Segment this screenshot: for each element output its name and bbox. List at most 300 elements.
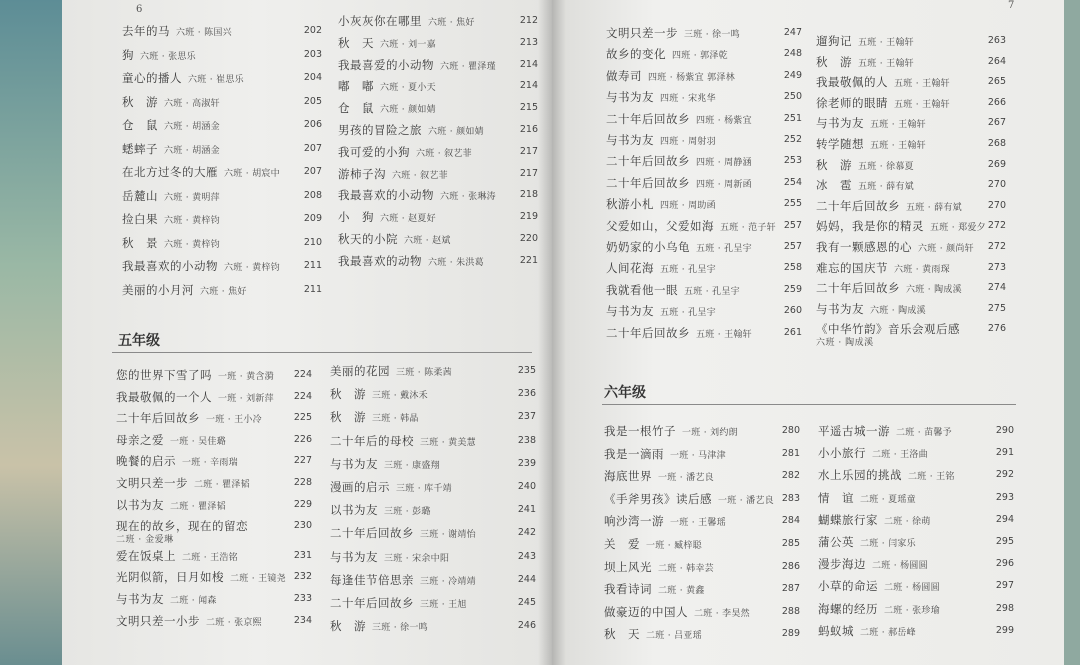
toc-entry-title-text: 水上乐园的挑战: [818, 468, 902, 483]
toc-entry: [606, 88, 802, 106]
toc-entry-title: [606, 302, 716, 322]
toc-entry-page-number: 280: [781, 425, 800, 436]
toc-entry-title: [338, 34, 436, 54]
toc-entry-author: 一班 · 刘约朗: [682, 428, 738, 438]
toc-entry-title-text: 与书为友: [606, 133, 654, 147]
toc-entry-title-text: 徐老师的眼睛: [816, 95, 888, 110]
toc-entry-title-text: 秋 游: [330, 619, 366, 634]
toc-entry: [330, 408, 536, 426]
toc-entry-page-number: 257: [783, 219, 802, 231]
toc-entry-title-text: 小小旅行: [818, 446, 866, 461]
toc-entry-title: [818, 533, 916, 553]
toc-entry-author: 二班 · 黄鑫: [658, 586, 705, 597]
toc-entry-page-number: 297: [995, 580, 1014, 592]
toc-entry-author: 六班 · 黄梓钧: [164, 239, 220, 250]
toc-entry-author: 六班 · 胡宸中: [224, 169, 280, 179]
section-divider-grade5: [112, 352, 532, 353]
toc-entry-page-number: 244: [517, 573, 536, 585]
toc-entry-page-number: 243: [517, 550, 536, 562]
toc-entry-title-text: 妈妈，我是你的精灵: [816, 219, 924, 234]
toc-entry-author: 四班 · 杨紫宜: [696, 115, 752, 126]
toc-entry-author: 四班 · 周射羽: [660, 137, 716, 147]
toc-entry: [330, 362, 536, 380]
toc-entry-title-text: 我最喜欢的动物: [338, 253, 422, 268]
toc-entry-title-text: 我最喜爱的小动物: [338, 57, 434, 72]
toc-entry-title: [816, 114, 926, 134]
toc-entry-title: [122, 93, 220, 113]
toc-entry-title-text: 晚餐的启示: [116, 454, 176, 469]
toc-entry-page-number: 283: [781, 492, 800, 504]
toc-entry-title-text: 关 爱: [604, 537, 640, 551]
toc-entry-page-number: 230: [293, 520, 312, 532]
toc-entry: [338, 12, 538, 30]
toc-entry-title: [116, 517, 248, 546]
toc-entry-title: [606, 24, 740, 44]
toc-entry-title-text: 岳麓山: [122, 188, 158, 203]
toc-entry-page-number: 240: [517, 481, 536, 492]
toc-entry: [604, 445, 800, 463]
toc-entry-title: [338, 99, 436, 119]
toc-entry-title-text: 小 狗: [338, 210, 374, 225]
toc-entry-title-text: 仓 鼠: [338, 101, 374, 116]
toc-entry-title: [606, 152, 752, 172]
toc-entry-author: 六班 · 崔思乐: [188, 75, 244, 85]
toc-entry-author: 三班 · 徐一鸣: [684, 30, 740, 40]
toc-entry-title: [330, 455, 440, 475]
toc-entry-page-number: 284: [781, 515, 800, 527]
toc-entry: [818, 511, 1014, 529]
toc-entry-title-text: 蒲公英: [818, 535, 854, 549]
toc-entry: [330, 594, 536, 612]
toc-entry: [606, 259, 802, 277]
toc-entry-page-number: 270: [987, 199, 1006, 211]
toc-entry: [116, 452, 312, 470]
toc-entry-page-number: 236: [517, 388, 536, 400]
toc-entry-title-text: 二十年后回故乡: [116, 411, 200, 426]
toc-entry: [116, 547, 312, 565]
toc-entry-title: [606, 88, 716, 108]
toc-entry-author: 二班 · 闫家乐: [860, 539, 916, 549]
toc-entry: [116, 366, 312, 384]
toc-entry-title-text: 二十年后回故乡: [330, 526, 414, 541]
toc-entry-author: 二班 · 吕亚瑶: [646, 631, 702, 642]
toc-entry-page-number: 266: [987, 96, 1006, 108]
toc-entry-title-text: 秋 游: [816, 54, 852, 69]
toc-entry-author: 三班 · 王旭: [420, 600, 467, 610]
toc-entry-title-text: 海螺的经历: [818, 601, 878, 616]
toc-entry-title: [338, 230, 451, 250]
toc-entry-title: [122, 187, 220, 207]
toc-entry-title: [122, 46, 196, 66]
toc-entry: [116, 409, 312, 427]
toc-entry-title: [122, 140, 220, 160]
toc-entry-title-text: 冰 雹: [816, 178, 852, 193]
toc-entry-title: [338, 186, 496, 206]
toc-entry: [338, 230, 538, 248]
toc-entry-title: [330, 501, 431, 521]
toc-entry-page-number: 220: [519, 233, 538, 244]
toc-entry-title-text: 秋 游: [330, 410, 366, 425]
toc-entry: [338, 99, 538, 117]
toc-entry-page-number: 248: [783, 48, 802, 60]
toc-entry-page-number: 214: [519, 58, 538, 70]
toc-entry-title: [116, 474, 250, 494]
toc-entry-page-number: 245: [517, 597, 536, 608]
toc-entry-title-text: 我最敬佩的一个人: [116, 389, 212, 404]
toc-entry-page-number: 253: [783, 155, 802, 167]
toc-entry-page-number: 294: [995, 513, 1014, 525]
toc-entry-author: 一班 · 黄含漪: [218, 372, 274, 382]
toc-entry-author: 三班 · 黄美慧: [420, 437, 476, 448]
toc-entry: [116, 496, 312, 514]
toc-entry-page-number: 293: [995, 491, 1014, 503]
toc-entry: [116, 568, 312, 586]
toc-entry-page-number: 296: [995, 558, 1014, 570]
toc-entry-title-text: 母亲之爱: [116, 432, 164, 447]
toc-entry: [606, 24, 802, 42]
toc-entry-page-number: 217: [519, 167, 538, 179]
section-title-grade5: 五年级: [118, 333, 160, 349]
toc-entry-title-text: 秋天的小院: [338, 232, 398, 246]
toc-entry-page-number: 216: [519, 124, 538, 135]
toc-entry-title: [818, 555, 928, 575]
toc-entry-title-text: 做寿司: [606, 68, 642, 83]
toc-entry-page-number: 202: [303, 25, 322, 36]
toc-entry-title: [604, 603, 750, 623]
toc-entry-title-text: 《手斧男孩》读后感: [604, 491, 712, 506]
toc-entry-title-text: 仓 鼠: [122, 118, 158, 132]
toc-entry-author: 六班 · 黄梓钧: [164, 216, 220, 226]
toc-entry-page-number: 225: [293, 412, 312, 424]
toc-entry-author: 六班 · 胡涵金: [164, 122, 220, 132]
toc-entry-title: [330, 478, 452, 498]
toc-entry-title-text: 男孩的冒险之旅: [338, 123, 422, 137]
toc-entry-page-number: 227: [293, 455, 312, 467]
toc-entry: [818, 533, 1014, 551]
toc-entry-page-number: 249: [783, 69, 802, 81]
toc-entry-title-text: 难忘的国庆节: [816, 260, 888, 275]
toc-entry-title-text: 与书为友: [606, 90, 654, 105]
toc-entry-author: 五班 · 郑爱夕: [930, 223, 986, 234]
toc-entry-author: 二班 · 金爱琳: [116, 535, 174, 546]
toc-entry: [604, 580, 800, 598]
toc-entry-title-text: 秋 游: [330, 387, 366, 402]
toc-entry-page-number: 282: [781, 470, 800, 482]
toc-entry-title-text: 光阴似箭，日月如梭: [116, 570, 224, 585]
toc-entry-author: 五班 · 王翰轩: [858, 58, 914, 69]
toc-entry: [604, 512, 800, 530]
toc-entry-author: 二班 · 张珍瑜: [884, 605, 940, 616]
toc-entry: [606, 217, 802, 235]
toc-entry-title-text: 与书为友: [330, 456, 378, 471]
toc-entry: [816, 176, 1006, 194]
toc-entry-title-text: 我是一滴雨: [604, 446, 664, 461]
toc-entry-title: [604, 512, 726, 532]
toc-entry: [604, 558, 800, 576]
toc-entry-title: [338, 56, 496, 76]
toc-entry-title: [604, 580, 705, 600]
toc-entry-page-number: 274: [987, 282, 1006, 294]
toc-entry-page-number: 272: [987, 241, 1006, 252]
toc-entry: [122, 163, 322, 181]
toc-entry-title: [816, 279, 962, 299]
toc-entry-author: 二班 · 徐萌: [884, 516, 931, 527]
toc-entry-author: 一班 · 王小冷: [206, 415, 262, 426]
toc-entry-title-text: 响沙湾一游: [604, 514, 664, 529]
toc-entry-title-text: 海底世界: [604, 469, 652, 484]
toc-entry-page-number: 219: [519, 211, 538, 223]
toc-entry-page-number: 292: [995, 469, 1014, 481]
toc-entry: [606, 281, 802, 299]
toc-entry-title: [116, 612, 262, 632]
toc-entry: [330, 432, 536, 450]
toc-entry-author: 五班 · 王翰轩: [894, 79, 950, 90]
toc-entry-author: 六班 · 焦好: [428, 18, 475, 28]
toc-entry-page-number: 205: [303, 95, 322, 107]
toc-entry: [338, 34, 538, 52]
toc-entry-author: 一班 · 辛雨瑞: [182, 458, 238, 469]
toc-entry-author: 六班 · 黄梓钧: [224, 263, 280, 273]
toc-entry-page-number: 287: [781, 583, 800, 595]
toc-entry-title: [330, 524, 476, 544]
toc-entry-title-text: 我看诗词: [604, 582, 652, 597]
toc-entry-author: 三班 · 谢靖怡: [420, 530, 476, 541]
toc-entry-author: 六班 · 叙艺菲: [416, 148, 472, 159]
toc-entry-author: 一班 · 王馨瑶: [670, 518, 726, 529]
toc-entry-page-number: 207: [303, 142, 322, 154]
toc-entry-author: 三班 · 宋余中阳: [384, 553, 450, 564]
toc-entry-author: 一班 · 刘新萍: [218, 393, 274, 404]
toc-entry: [816, 217, 1006, 235]
toc-entry: [338, 143, 538, 161]
toc-entry-author: 四班 · 郭泽乾: [672, 51, 728, 62]
toc-entry-title: [606, 67, 735, 87]
toc-entry: [330, 501, 536, 519]
toc-entry-title: [122, 281, 247, 301]
toc-entry-title-text: 秋 景: [122, 235, 158, 250]
toc-entry-title: [604, 535, 702, 555]
toc-entry-title: [606, 131, 716, 151]
toc-entry-title: [816, 73, 950, 93]
toc-entry: [116, 388, 312, 406]
toc-entry: [122, 69, 322, 87]
toc-entry-title: [816, 197, 962, 217]
toc-entry-title: [818, 422, 952, 442]
toc-entry-author: 五班 · 薛有斌: [906, 202, 962, 213]
toc-entry: [116, 474, 312, 492]
toc-entry-title-text: 二十年后回故乡: [606, 175, 690, 190]
toc-entry-title: [338, 143, 472, 163]
toc-entry: [816, 279, 1006, 297]
toc-entry: [606, 45, 802, 63]
toc-entry-page-number: 241: [517, 504, 536, 516]
toc-entry-page-number: 291: [995, 447, 1014, 459]
toc-entry-title: [116, 547, 238, 567]
toc-entry-page-number: 251: [783, 112, 802, 124]
toc-entry-title: [604, 490, 774, 510]
toc-entry-title: [116, 496, 226, 516]
toc-entry-title-text: 捡白果: [122, 212, 158, 226]
toc-entry: [338, 56, 538, 74]
toc-entry-page-number: 265: [987, 76, 1006, 88]
toc-entry: [122, 116, 322, 134]
toc-entry-page-number: 273: [987, 261, 1006, 273]
toc-entry-title: [330, 385, 428, 405]
toc-entry-author: 二班 · 闻森: [170, 596, 217, 606]
toc-entry-title: [606, 281, 740, 301]
toc-entry-title-text: 二十年后回故乡: [330, 596, 414, 610]
toc-entry-author: 六班 · 赵斌: [404, 236, 451, 246]
toc-entry-page-number: 224: [293, 390, 312, 402]
toc-entry-title: [116, 409, 262, 429]
toc-entry-author: 六班 · 陶成溪: [906, 285, 962, 296]
toc-entry-title-text: 漫画的启示: [330, 480, 390, 494]
toc-entry-page-number: 259: [783, 283, 802, 295]
toc-entry-page-number: 272: [987, 220, 1006, 232]
toc-entry-page-number: 203: [303, 48, 322, 60]
toc-entry-title-text: 我最喜欢的小动物: [122, 259, 218, 273]
toc-entry-title-text: 奶奶家的小乌龟: [606, 240, 690, 254]
toc-entry: [606, 131, 802, 149]
toc-entry-page-number: 206: [303, 119, 322, 130]
section-divider-grade6: [602, 404, 1016, 405]
toc-entry: [606, 152, 802, 170]
toc-entry: [818, 622, 1014, 640]
toc-entry-author: 六班 · 陈国兴: [176, 28, 232, 38]
toc-entry: [604, 490, 800, 508]
toc-entry: [604, 535, 800, 553]
toc-entry-title: [818, 444, 928, 464]
toc-entry-title: [816, 238, 974, 258]
toc-entry: [122, 257, 322, 275]
toc-entry: [330, 617, 536, 635]
toc-entry-author: 二班 · 瞿泽韬: [170, 501, 226, 512]
toc-entry-author: 二班 · 杨圆圆: [884, 583, 940, 594]
toc-entry-title-text: 小灰灰你在哪里: [338, 14, 422, 28]
toc-entry-page-number: 267: [987, 117, 1006, 129]
toc-entry-title: [116, 431, 226, 451]
toc-entry-author: 六班 · 焦好: [200, 286, 247, 297]
toc-entry-title: [330, 571, 476, 591]
toc-entry-page-number: 221: [519, 254, 538, 266]
toc-entry-author: 四班 · 周新函: [696, 179, 752, 190]
toc-entry: [606, 195, 802, 213]
toc-entry-page-number: 290: [995, 425, 1014, 436]
toc-entry-page-number: 233: [293, 593, 312, 604]
toc-entry-page-number: 257: [783, 241, 802, 252]
toc-entry: [122, 234, 322, 252]
toc-entry: [122, 46, 322, 64]
toc-entry-author: 一班 · 吴佳璐: [170, 436, 226, 447]
toc-entry-title-text: 我是一根竹子: [604, 424, 676, 438]
toc-entry-page-number: 234: [293, 614, 312, 626]
toc-entry: [816, 156, 1006, 174]
toc-entry-page-number: 295: [995, 536, 1014, 547]
toc-entry-page-number: 270: [987, 179, 1006, 191]
toc-entry-title: [122, 22, 232, 42]
toc-entry-title-text: 父爱如山，父爱如海: [606, 218, 714, 233]
toc-entry: [330, 571, 536, 589]
toc-entry-title-text: 蟋蟀子: [122, 141, 158, 156]
toc-entry-title-text: 与书为友: [816, 116, 864, 131]
toc-entry: [338, 77, 538, 95]
toc-entry: [330, 385, 536, 403]
toc-entry-title-text: 秋 游: [122, 94, 158, 109]
toc-entry-title: [816, 259, 950, 279]
toc-entry-title-text: 情 谊: [818, 490, 854, 505]
toc-entry-title-text: 我就看他一眼: [606, 282, 678, 297]
toc-entry-title-text: 您的世界下雪了吗: [116, 368, 212, 382]
toc-entry-title-text: 平遥古城一游: [818, 424, 890, 438]
toc-entry-author: 六班 · 颜如婧: [380, 105, 436, 116]
toc-entry-page-number: 260: [783, 305, 802, 317]
toc-entry-title-text: 蝴蝶旅行家: [818, 512, 878, 527]
toc-entry-title-text: 我最敬佩的人: [816, 75, 888, 90]
toc-entry-author: 二班 · 王镜尧: [230, 574, 286, 585]
toc-entry-author: 二班 · 瞿泽韬: [194, 480, 250, 490]
toc-entry-page-number: 231: [293, 549, 312, 561]
toc-entry-author: 六班 · 黄雨琛: [894, 264, 950, 275]
toc-entry: [606, 174, 802, 192]
toc-entry-page-number: 258: [783, 262, 802, 274]
toc-entry-title-text: 美丽的小月河: [122, 282, 194, 297]
toc-entry-title-text: 现在的故乡，现在的留恋: [116, 519, 248, 534]
toc-entry-page-number: 211: [303, 283, 322, 295]
toc-entry-title-text: 美丽的花园: [330, 364, 390, 378]
toc-entry-page-number: 218: [519, 189, 538, 201]
toc-entry-author: 二班 · 张京熙: [206, 617, 262, 628]
toc-entry-title: [818, 511, 931, 531]
toc-entry-title: [122, 257, 280, 277]
toc-entry-title: [330, 432, 476, 452]
toc-entry-author: 二班 · 郝岳峰: [860, 627, 916, 638]
toc-entry: [338, 208, 538, 226]
toc-entry: [816, 53, 1006, 71]
toc-entry-author: 六班 · 陶成溪: [870, 305, 926, 316]
toc-entry-page-number: 250: [783, 91, 802, 103]
toc-entry: [816, 320, 1006, 349]
toc-entry: [816, 259, 1006, 277]
toc-entry-author: 六班 · 赵夏好: [380, 214, 436, 225]
toc-entry-title-text: 秋 天: [338, 35, 374, 50]
toc-entry-title-text: 故乡的变化: [606, 47, 666, 62]
toc-entry-page-number: 261: [783, 326, 802, 338]
toc-entry: [122, 93, 322, 111]
toc-entry-title: [818, 466, 955, 486]
toc-entry-page-number: 208: [303, 189, 322, 201]
toc-entry: [606, 302, 802, 320]
toc-entry-title: [606, 174, 752, 194]
toc-entry-author: 四班 · 周静涵: [696, 158, 752, 169]
toc-entry-page-number: 211: [303, 260, 322, 271]
page-number-left: 6: [136, 4, 143, 15]
toc-entry-author: 六班 · 张思乐: [140, 51, 196, 62]
toc-entry-author: 六班 · 张琳涛: [440, 192, 496, 203]
toc-entry: [816, 73, 1006, 91]
toc-entry-title: [816, 94, 950, 114]
toc-entry-title: [816, 135, 926, 155]
toc-entry-title-text: 以书为友: [330, 503, 378, 518]
toc-entry-page-number: 276: [987, 323, 1006, 335]
toc-entry-title-text: 我最喜欢的小动物: [338, 188, 434, 203]
toc-entry: [604, 467, 800, 485]
toc-entry-page-number: 232: [293, 571, 312, 583]
toc-entry: [330, 524, 536, 542]
toc-entry-title: [116, 568, 286, 588]
toc-entry-author: 三班 · 冷靖靖: [420, 576, 476, 587]
toc-entry-author: 二班 · 王浩铭: [182, 552, 238, 563]
toc-entry-author: 六班 · 朱洪葛: [428, 257, 484, 268]
